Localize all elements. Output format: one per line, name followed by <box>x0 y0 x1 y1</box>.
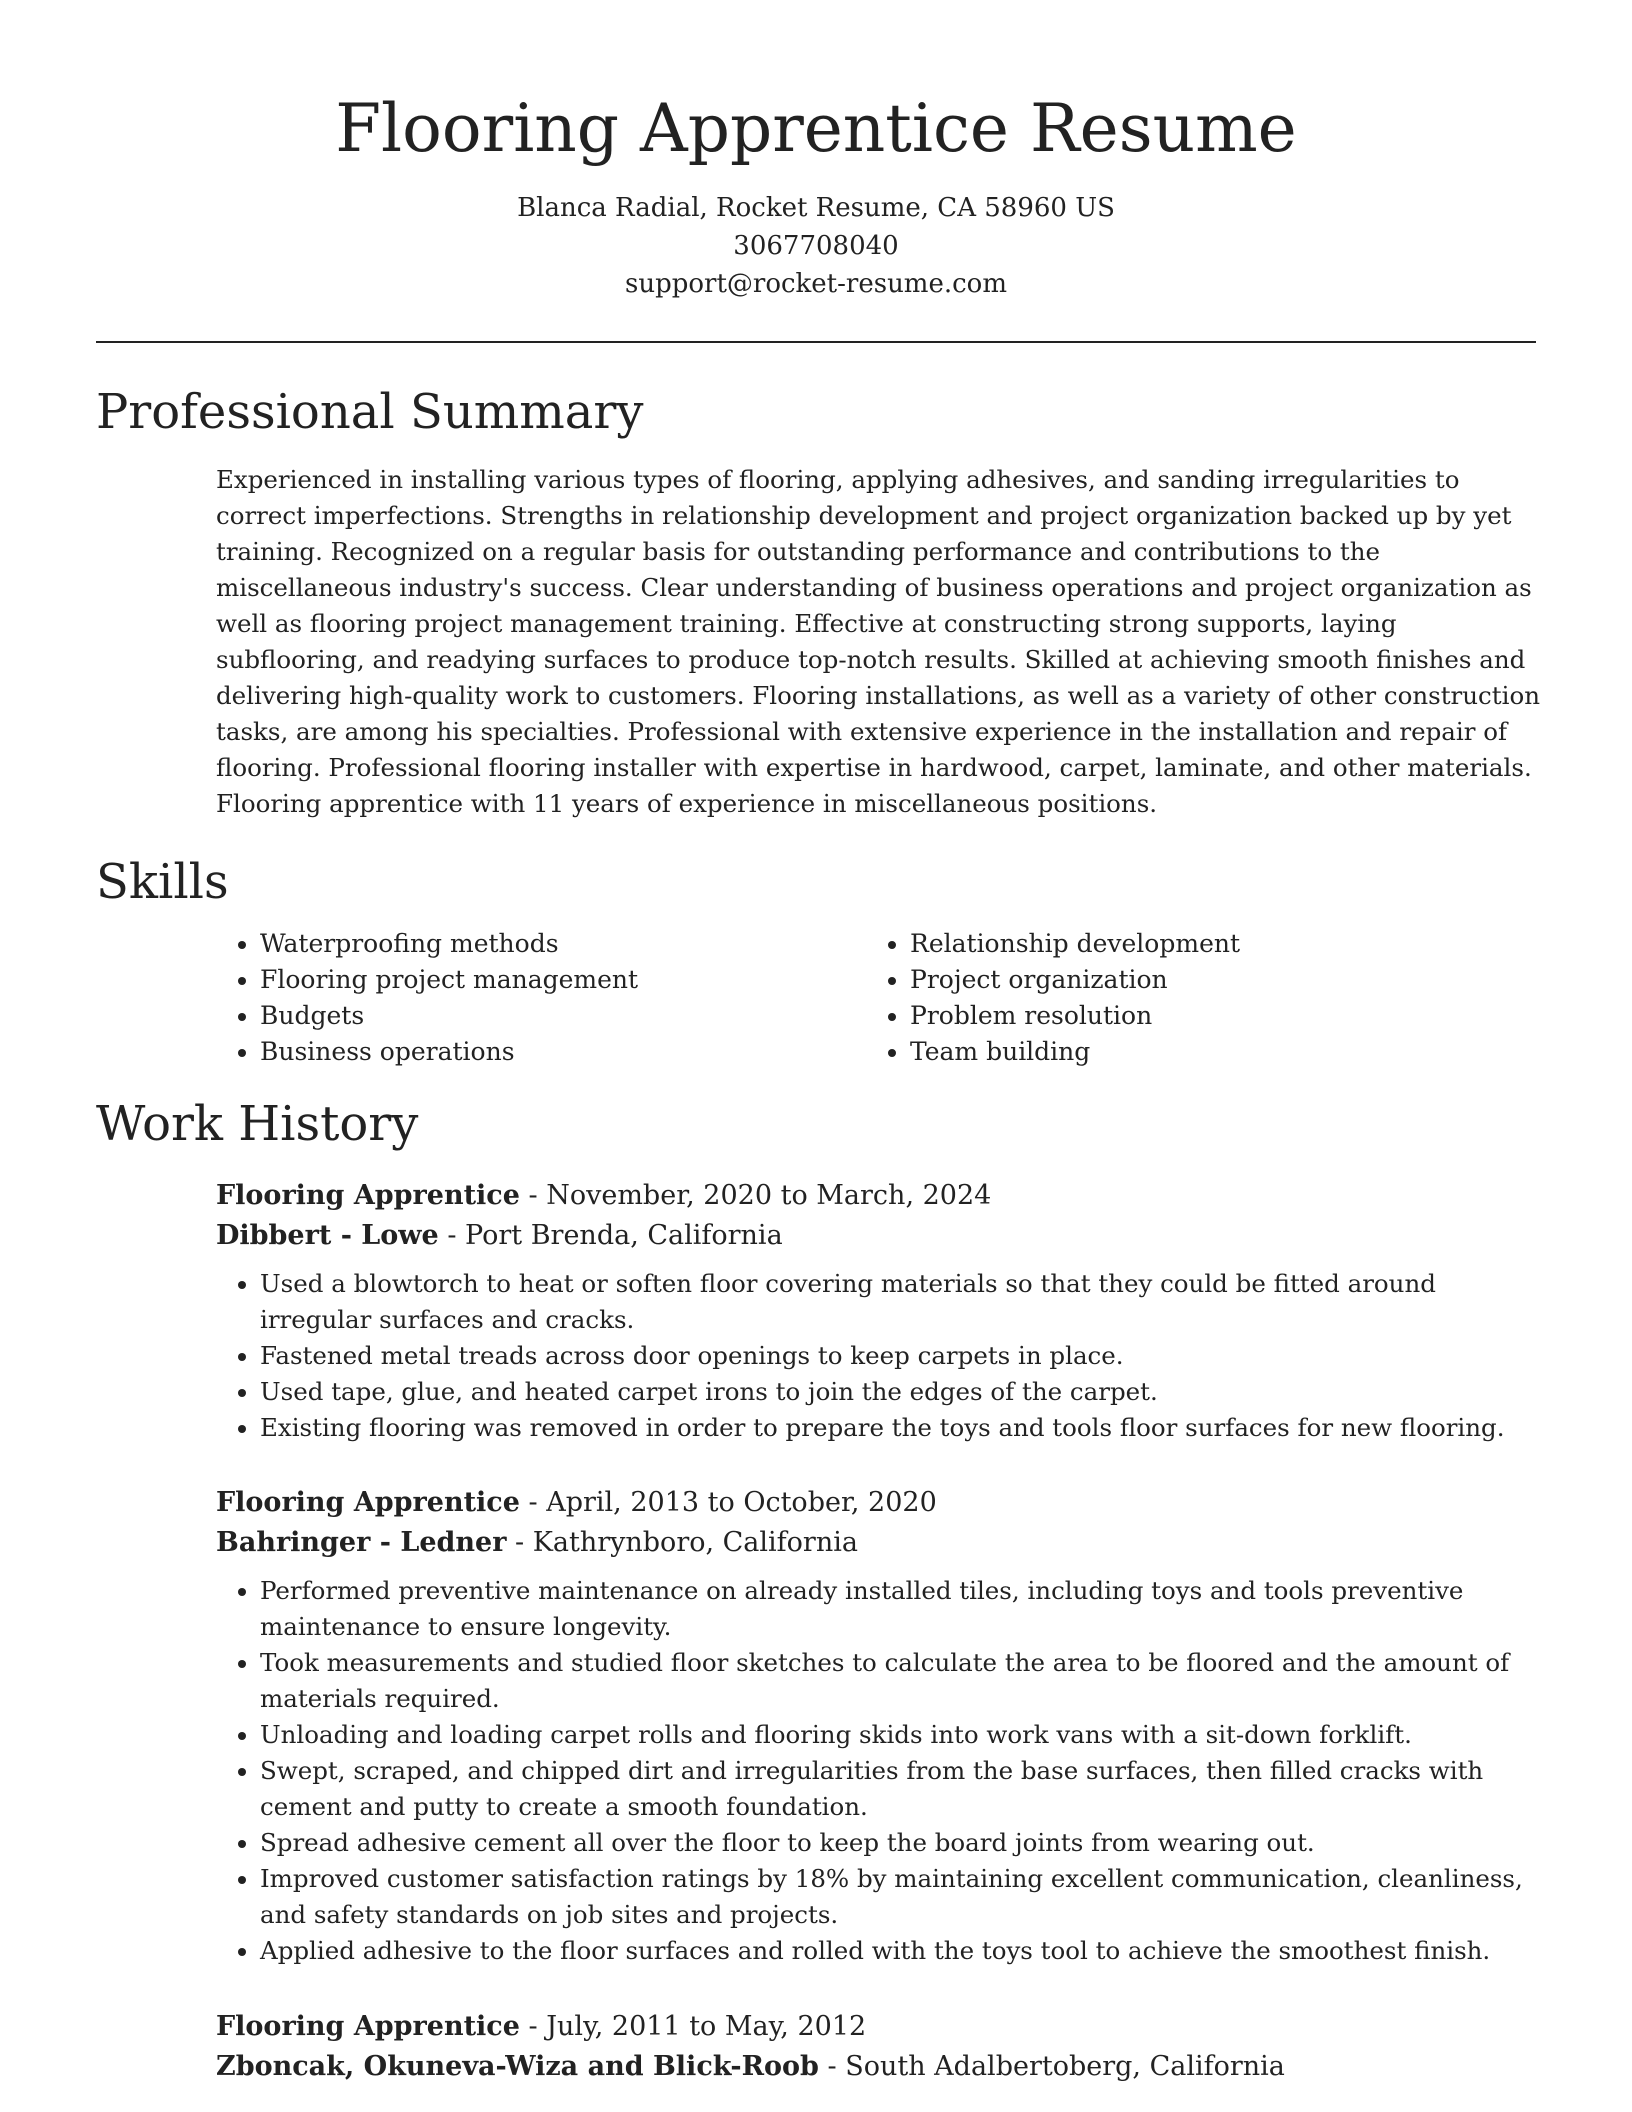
job-title: Flooring Apprentice <box>216 2011 520 2042</box>
job-company-line <box>216 2047 1546 2087</box>
contact-email: support@rocket-resume.com <box>624 269 1007 299</box>
job-bullet: • Existing flooring was removed in order to prepare the toys and tools floor surfaces for new flooring. <box>260 1410 1546 1446</box>
contact-block <box>0 189 1632 303</box>
job-bullet: • Spread adhesive cement all over the floor to keep the board joints from wearing out. <box>260 1825 1546 1861</box>
skill-item: • Relationship development <box>910 926 1516 962</box>
skill-item: • Team building <box>910 1034 1516 1070</box>
job-separator: - <box>519 1487 547 1518</box>
skill-item: • Business operations <box>260 1034 866 1070</box>
skill-item: • Project organization <box>910 962 1516 998</box>
job-entry <box>216 1176 1546 1446</box>
section-heading-work-history: Work History <box>96 1096 419 1152</box>
job-company: Bahringer - Ledner <box>216 1527 507 1558</box>
skill-item: • Flooring project management <box>260 962 866 998</box>
job-company-line <box>216 1216 1546 1256</box>
job-separator: - <box>818 2051 846 2082</box>
skills-list <box>216 926 1536 1070</box>
job-bullet: • Fastened metal treads across door openings to keep carpets in place. <box>260 1338 1546 1374</box>
job-entry <box>216 1483 1546 1969</box>
job-bullets <box>216 1266 1546 1446</box>
skill-item: • Problem resolution <box>910 998 1516 1034</box>
job-company-line <box>216 1523 1546 1563</box>
header-divider <box>96 341 1536 343</box>
skill-item: • Budgets <box>260 998 866 1034</box>
job-location: Port Brenda, California <box>465 1220 783 1251</box>
job-bullet: • Improved customer satisfaction ratings by 18% by maintaining excellent communication, cleanliness, and safety standards on job sites and projects. <box>260 1861 1546 1933</box>
section-heading-skills: Skills <box>96 854 229 910</box>
job-title-line <box>216 1483 1546 1523</box>
job-bullet: • Used tape, glue, and heated carpet irons to join the edges of the carpet. <box>260 1374 1546 1410</box>
job-dates: April, 2013 to October, 2020 <box>546 1487 937 1518</box>
job-title-line <box>216 2007 1546 2047</box>
job-bullet: • Used a blowtorch to heat or soften floor covering materials so that they could be fitted around irregular surfaces and cracks. <box>260 1266 1546 1338</box>
job-separator: - <box>519 1180 547 1211</box>
job-bullet: • Unloading and loading carpet rolls and flooring skids into work vans with a sit-down forklift. <box>260 1717 1546 1753</box>
job-bullets <box>216 1573 1546 1969</box>
job-location: South Adalbertoberg, California <box>845 2051 1285 2082</box>
skills-column-left <box>216 926 866 1070</box>
contact-phone: 3067708040 <box>733 231 899 261</box>
job-bullet: • Took measurements and studied floor sketches to calculate the area to be floored and the amount of materials required. <box>260 1645 1546 1717</box>
job-title: Flooring Apprentice <box>216 1487 520 1518</box>
summary-text: Experienced in installing various types of flooring, applying adhesives, and sanding irregularities to correct imperfections. Strengths in relationship development and project organization backed up by yet training. Recognized on a regular basis for outstanding performance and contributions to the miscellaneous industry's success. Clear understanding of business operations and project organization as well as flooring project management training. Effective at constructing strong supports, laying subflooring, and readying surfaces to produce top-notch results. Skilled at achieving smooth finishes and delivering high-quality work to customers. Flooring installations, as well as a variety of other construction tasks, are among his specialties. Professional with extensive experience in the installation and repair of flooring. Professional flooring installer with expertise in hardwood, carpet, laminate, and other materials. Flooring apprentice with 11 years of experience in miscellaneous positions. <box>216 465 1540 818</box>
contact-address: Blanca Radial, Rocket Resume, CA 58960 US <box>517 193 1115 223</box>
job-bullet: • Applied adhesive to the floor surfaces and rolled with the toys tool to achieve the smoothest finish. <box>260 1933 1546 1969</box>
skill-item: • Waterproofing methods <box>260 926 866 962</box>
job-bullet: • Performed preventive maintenance on already installed tiles, including toys and tools preventive maintenance to ensure longevity. <box>260 1573 1546 1645</box>
job-location: Kathrynboro, California <box>532 1527 858 1558</box>
job-entry <box>216 2007 1546 2087</box>
job-separator: - <box>519 2011 547 2042</box>
job-company: Zboncak, Okuneva-Wiza and Blick-Roob <box>216 2051 819 2082</box>
job-title: Flooring Apprentice <box>216 1180 520 1211</box>
job-bullet: • Swept, scraped, and chipped dirt and irregularities from the base surfaces, then filled cracks with cement and putty to create a smooth foundation. <box>260 1753 1546 1825</box>
job-dates: November, 2020 to March, 2024 <box>546 1180 992 1211</box>
job-title-line <box>216 1176 1546 1216</box>
skills-column-right <box>866 926 1516 1070</box>
page-title: Flooring Apprentice Resume <box>335 90 1297 167</box>
job-company: Dibbert - Lowe <box>216 1220 439 1251</box>
job-separator: - <box>506 1527 533 1558</box>
section-heading-summary: Professional Summary <box>96 384 644 440</box>
job-separator: - <box>438 1220 466 1251</box>
job-dates: July, 2011 to May, 2012 <box>546 2011 867 2042</box>
